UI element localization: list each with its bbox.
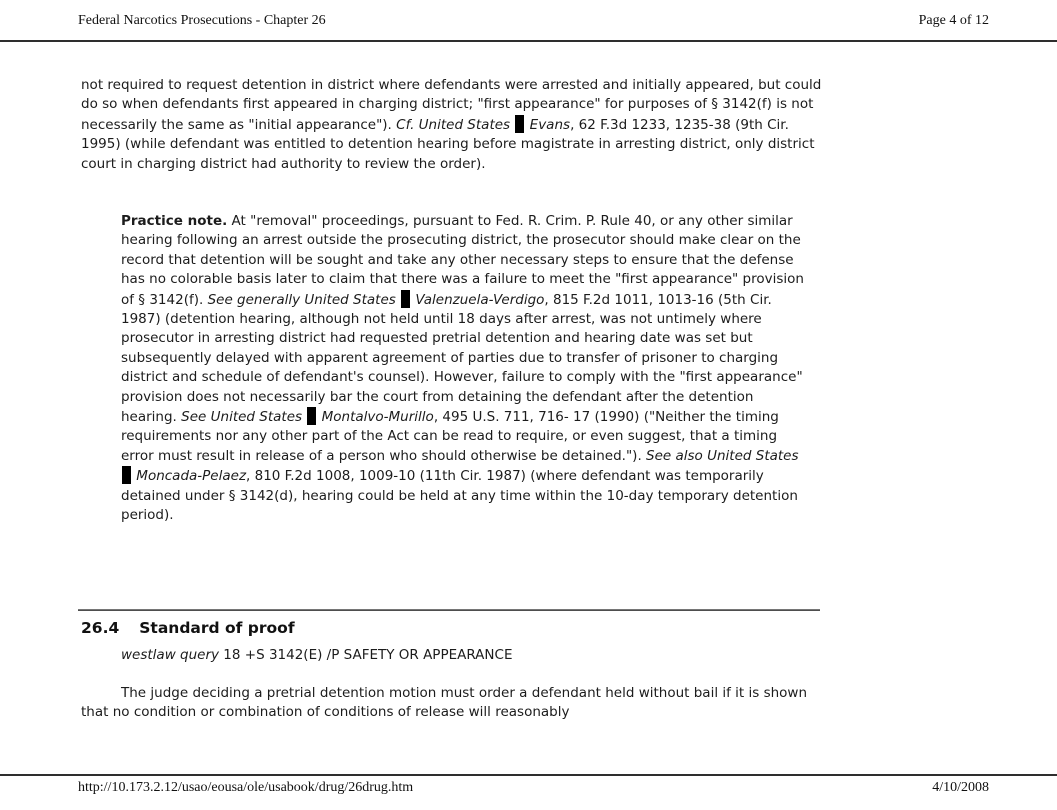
footer-url: http://10.173.2.12/usao/eousa/ole/usabook/drug/26drug.htm — [78, 780, 414, 795]
text-run: See also United States — [646, 447, 799, 464]
page-header — [78, 13, 989, 29]
text-run: , 810 F.2d 1008, 1009-10 (11th Cir. 1987) (where defendant was temporarily detained under § 3142(d), hearing could be held at any time within the 10-day temporary detention period). — [121, 468, 798, 524]
text-run: See United States — [181, 409, 307, 426]
text-run: Cf. United States — [396, 116, 515, 133]
header-page-number: Page 4 of 12 — [918, 13, 989, 28]
section-heading — [81, 619, 295, 637]
text-run: , 62 F.3d 1233, 1235-38 (9th Cir. 1995) (while defendant was entitled to detention hearing before magistrate in arresting district, only district court in charging district had authority to review the order). — [81, 116, 815, 172]
practice-note-paragraph — [121, 212, 813, 526]
header-title: Federal Narcotics Prosecutions - Chapter 26 — [78, 13, 326, 28]
section-title: Standard of proof — [139, 619, 295, 637]
text-run: , 815 F.2d 1011, 1013-16 (5th Cir. 1987) (detention hearing, although not held until 18 days after arrest, was not untimely where prosecutor in arresting district had requested pretrial detention and hearing date was set but subsequently delayed with apparent agreement of parties due to transfer of prisoner to charging district and schedule of defendant's counsel). However, failure to comply with the "first appearance" provision does not necessarily bar the court from detaining the defendant after the detention hearing. — [121, 291, 803, 426]
text-run: Valenzuela-Verdigo — [411, 291, 545, 308]
text-run: westlaw query — [121, 647, 220, 663]
page-footer — [78, 780, 989, 796]
section-number: 26.4 — [81, 619, 120, 637]
text-run: not required to request detention in district where defendants were arrested and initially appeared, but could do so when defendants first appeared in charging district; "first appearance" for purposes of § 3142(f) is not necessarily the same as "initial appearance"). — [81, 77, 822, 133]
footer-rule — [0, 774, 1057, 776]
redaction-bar — [401, 290, 410, 308]
westlaw-query-line — [121, 646, 821, 665]
redaction-bar — [307, 407, 316, 425]
paragraph-standard-of-proof — [81, 684, 833, 723]
text-run: At "removal" proceedings, pursuant to Fed. R. Crim. P. Rule 40, or any other similar hearing following an arrest outside the prosecuting district, the prosecutor should make clear on the record that detention will be sought and take any other necessary steps to ensure that the defense has no colorable basis later to claim that there was a failure to meet the "first appearance" provision of § 3142(f). — [121, 213, 804, 308]
paragraph-continuation — [81, 76, 826, 174]
text-run: , 495 U.S. 711, 716- 17 (1990) ("Neither the timing requirements nor any other part of the Act can be read to require, or even suggest, that a timing error must result in release of a person who should otherwise be detained."). — [121, 409, 779, 464]
text-run: Evans — [525, 116, 571, 133]
redaction-bar — [515, 115, 524, 133]
text-run: Montalvo-Murillo — [317, 409, 434, 426]
text-run: Moncada-Pelaez — [132, 468, 247, 485]
header-rule — [0, 40, 1057, 42]
section-divider — [78, 609, 820, 611]
text-run: See generally United States — [207, 291, 401, 308]
text-run: The judge deciding a pretrial detention motion must order a defendant held without bail if it is shown that no condition or combination of conditions of release will reasonably — [81, 685, 808, 721]
text-run: Practice note. — [121, 213, 228, 229]
redaction-bar — [122, 466, 131, 484]
footer-date: 4/10/2008 — [932, 780, 989, 795]
text-run: 18 +S 3142(E) /P SAFETY OR APPEARANCE — [219, 647, 513, 663]
